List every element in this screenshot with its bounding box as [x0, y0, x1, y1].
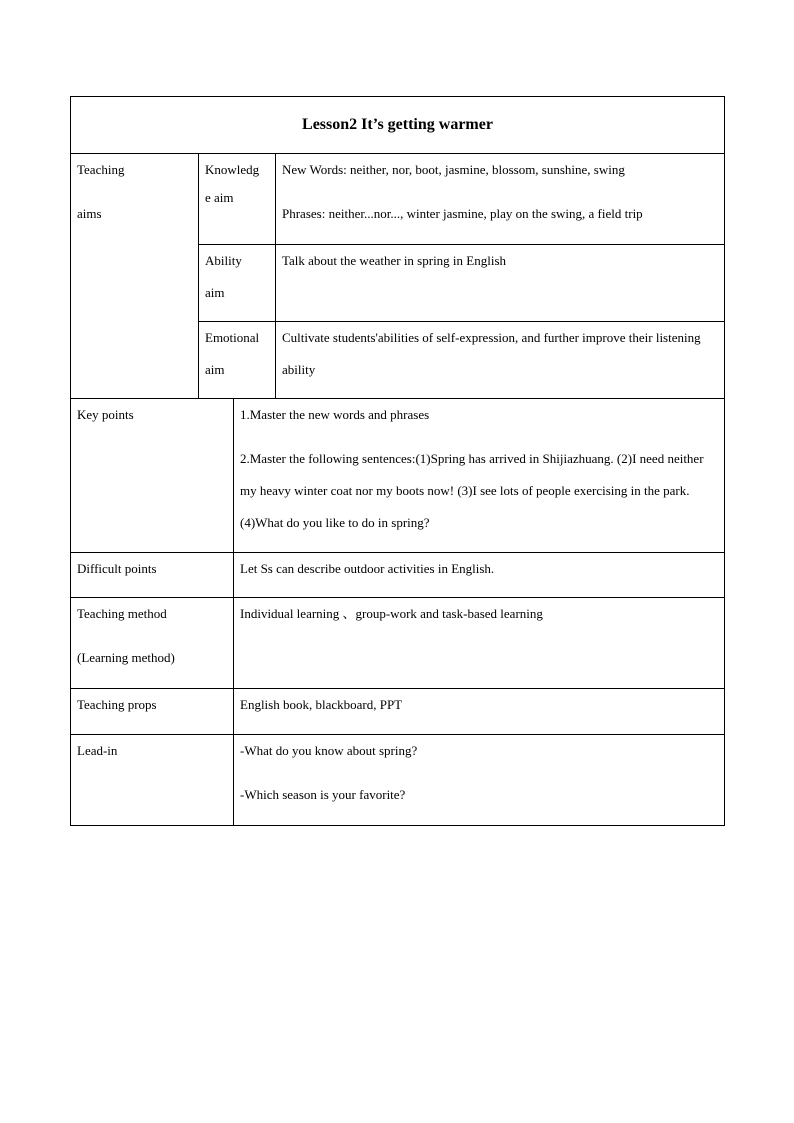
lead-in-row: [71, 735, 725, 826]
teaching-props-row: [71, 689, 725, 735]
teaching-props-content: [234, 689, 725, 735]
teaching-props-text: English book, blackboard, PPT: [240, 697, 403, 712]
key-points-label: [71, 399, 234, 553]
knowledge-aim-label: [199, 154, 276, 245]
teaching-aims-label-line1: Teaching: [77, 162, 125, 177]
lead-in-question-2: -Which season is your favorite?: [240, 787, 406, 802]
knowledge-new-words: New Words: neither, nor, boot, jasmine, blossom, sunshine, swing: [282, 162, 625, 177]
teaching-method-row: [71, 598, 725, 689]
ability-aim-label-line1: Ability: [205, 253, 242, 268]
teaching-props-label-text: Teaching props: [77, 697, 157, 712]
ability-aim-label-line2: aim: [205, 285, 225, 300]
ability-aim-text: Talk about the weather in spring in English: [282, 253, 507, 268]
teaching-props-label: [71, 689, 234, 735]
lesson-plan-table: [70, 96, 725, 826]
key-point-2: 2.Master the following sentences:(1)Spring has arrived in Shijiazhuang. (2)I need neither my heavy winter coat nor my boots now! (3)I see lots of people exercising in the park. (4)What do you like to do in spring?: [240, 451, 704, 530]
teaching-aims-label-line2: aims: [77, 206, 102, 221]
lesson-title: Lesson2 It’s getting warmer: [71, 97, 725, 154]
teaching-aims-label: [71, 154, 199, 399]
emotional-aim-label-line2: aim: [205, 362, 225, 377]
teaching-method-label-line2: (Learning method): [77, 650, 175, 665]
difficult-points-label: [71, 553, 234, 598]
lead-in-content: [234, 735, 725, 826]
knowledge-aim-label-line2: e aim: [205, 190, 234, 205]
lead-in-label-text: Lead-in: [77, 743, 118, 758]
knowledge-aim-content: [276, 154, 725, 245]
title-row: [71, 97, 725, 154]
emotional-aim-content: [276, 322, 725, 399]
difficult-points-row: [71, 553, 725, 598]
emotional-aim-label-line1: Emotional: [205, 330, 260, 345]
ability-aim-label: [199, 245, 276, 322]
knowledge-aim-row: [71, 154, 725, 245]
difficult-points-content: [234, 553, 725, 598]
difficult-points-label-text: Difficult points: [77, 561, 157, 576]
teaching-method-text: Individual learning 、group-work and task-based learning: [240, 606, 543, 621]
knowledge-phrases: Phrases: neither...nor..., winter jasmine, play on the swing, a field trip: [282, 206, 643, 221]
teaching-method-label: [71, 598, 234, 689]
difficult-points-text: Let Ss can describe outdoor activities in English.: [240, 561, 495, 576]
teaching-method-label-line1: Teaching method: [77, 606, 167, 621]
teaching-method-content: [234, 598, 725, 689]
lead-in-label: [71, 735, 234, 826]
key-points-label-text: Key points: [77, 407, 134, 422]
key-points-row: [71, 399, 725, 553]
lead-in-question-1: -What do you know about spring?: [240, 743, 418, 758]
emotional-aim-text: Cultivate students'abilities of self-expression, and further improve their listening ability: [282, 330, 701, 377]
key-point-1: 1.Master the new words and phrases: [240, 407, 430, 422]
emotional-aim-label: [199, 322, 276, 399]
key-points-content: [234, 399, 725, 553]
knowledge-aim-label-line1: Knowledg: [205, 162, 260, 177]
ability-aim-content: [276, 245, 725, 322]
